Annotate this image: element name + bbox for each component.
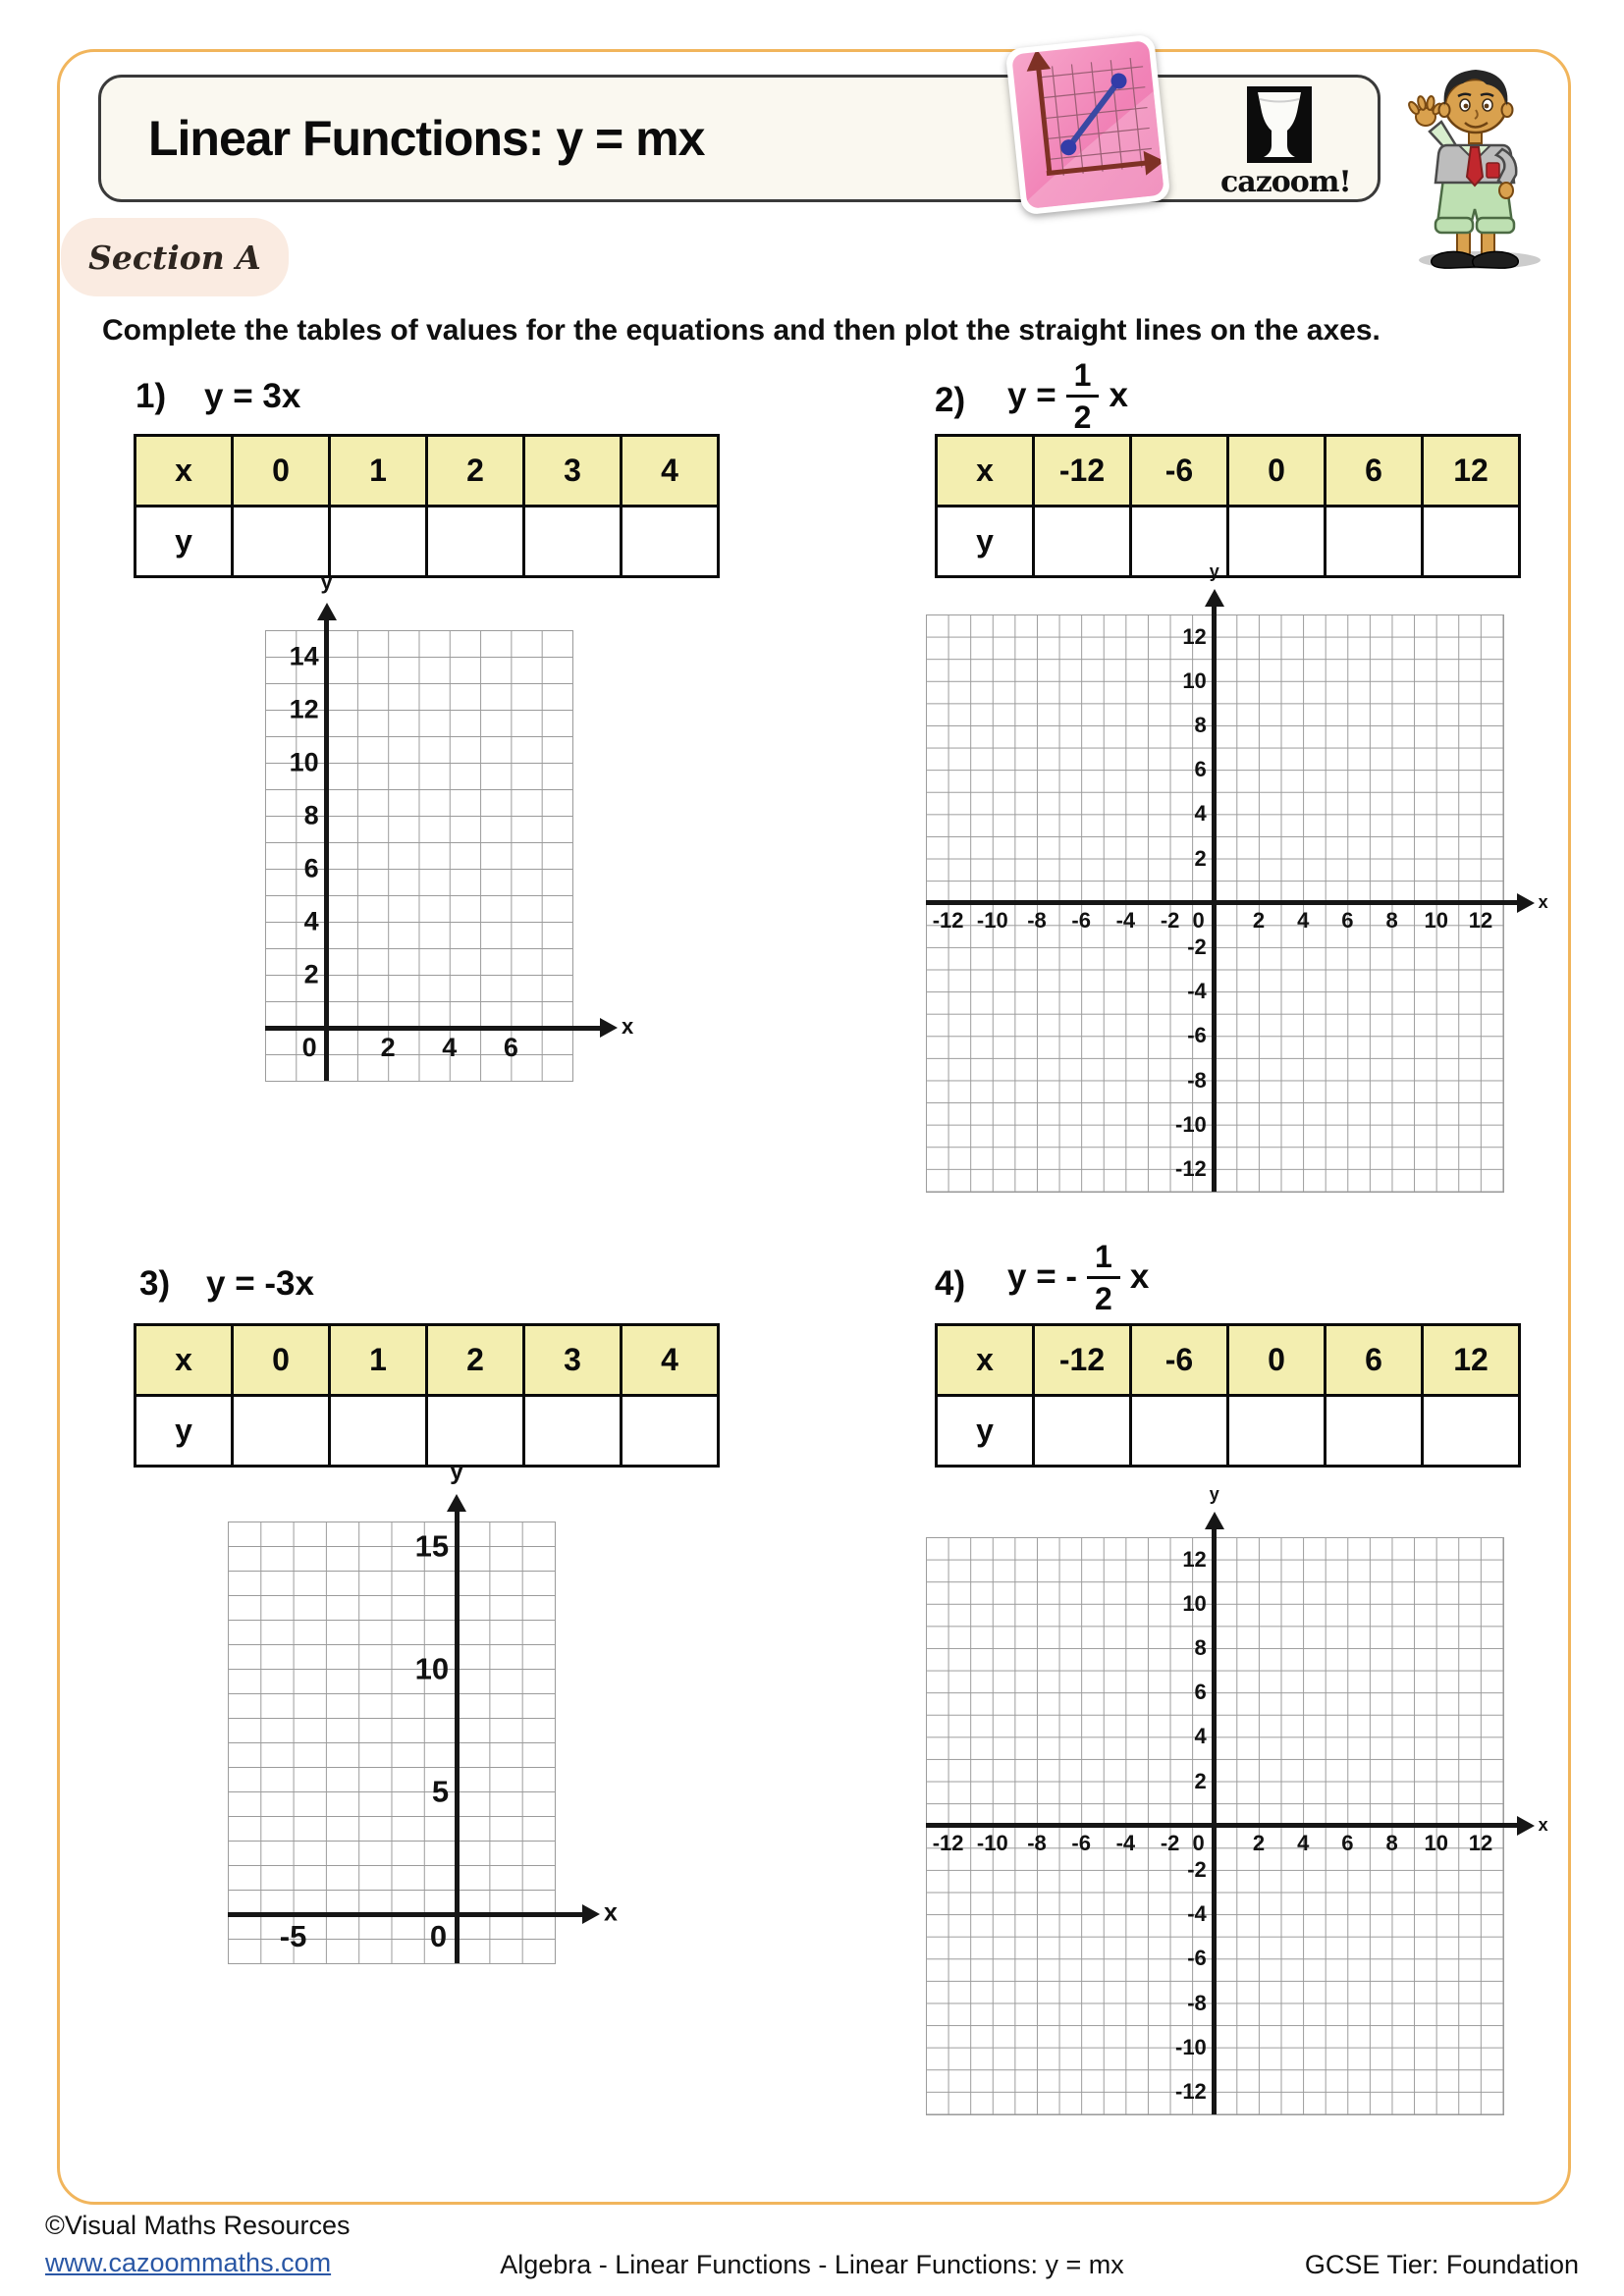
y-tick-label: -12 xyxy=(1175,2079,1207,2104)
title-box xyxy=(98,75,1380,202)
x-tick-label: 6 xyxy=(1341,1830,1354,1855)
table-header-cell: 6 xyxy=(1326,436,1423,507)
x-tick-label: 2 xyxy=(380,1033,396,1062)
breadcrumb: Algebra - Linear Functions - Linear Functions: y = mx xyxy=(500,2250,1124,2279)
problem-1-equation: y = 3x xyxy=(204,377,301,415)
x-tick-label: 6 xyxy=(1341,907,1354,933)
answer-cell xyxy=(1423,1396,1520,1467)
y-tick-label: 10 xyxy=(414,1651,450,1686)
x-axis-arrow xyxy=(582,1904,600,1924)
x-tick-label: -2 xyxy=(1160,907,1180,933)
drum-icon xyxy=(1247,86,1312,163)
mascot-boy xyxy=(1386,61,1559,272)
equation-pre: y = - xyxy=(1007,1257,1078,1296)
equation-post: x xyxy=(1109,376,1128,414)
y-axis-name: y xyxy=(450,1458,464,1485)
y-tick-label: -4 xyxy=(1187,1901,1207,1927)
fraction-denominator: 2 xyxy=(1095,1280,1112,1316)
x-axis-arrow xyxy=(600,1018,618,1038)
table-header-cell: x xyxy=(135,1325,233,1396)
table-header-cell: 0 xyxy=(1228,436,1326,507)
x-axis-name: x xyxy=(1538,1814,1548,1835)
y-tick-label: 6 xyxy=(1194,757,1207,782)
x-tick-label: 4 xyxy=(1297,1830,1310,1855)
y-tick-label: -12 xyxy=(1175,1156,1207,1181)
y-tick-label: 10 xyxy=(1182,1590,1207,1616)
fraction xyxy=(1087,1238,1120,1316)
x-tick-label: 4 xyxy=(442,1033,458,1062)
x-tick-label: -2 xyxy=(1160,1830,1180,1855)
fraction-numerator: 1 xyxy=(1066,359,1100,398)
y-tick-label: -6 xyxy=(1187,1023,1207,1048)
x-axis xyxy=(228,1912,584,1917)
instruction-text: Complete the tables of values for the equations and then plot the straight lines on the axes. xyxy=(102,314,1380,347)
table-header-cell: 2 xyxy=(427,436,524,507)
x-tick-label: -10 xyxy=(976,907,1008,933)
answer-cell xyxy=(622,507,719,577)
problem-3-table xyxy=(134,1323,720,1468)
graph-card-icon xyxy=(1005,34,1171,216)
answer-cell xyxy=(1034,507,1131,577)
y-tick-label: 10 xyxy=(289,747,319,777)
table-header-cell: -6 xyxy=(1131,1325,1228,1396)
fraction xyxy=(1066,356,1100,435)
y-tick-label: 4 xyxy=(1194,1724,1207,1749)
problem-4-number: 4) xyxy=(935,1264,966,1303)
table-header-cell: 1 xyxy=(330,1325,427,1396)
y-tick-label: 6 xyxy=(1194,1680,1207,1705)
y-axis xyxy=(455,1510,460,1963)
answer-cell xyxy=(524,507,622,577)
y-axis-name: y xyxy=(1209,1484,1219,1504)
table-header-cell: 6 xyxy=(1326,1325,1423,1396)
table-row-label: y xyxy=(135,507,233,577)
copyright-text: ©Visual Maths Resources xyxy=(45,2211,351,2240)
x-tick-label: -6 xyxy=(1071,1830,1091,1855)
x-tick-label: 6 xyxy=(503,1033,518,1062)
table-header-cell: 2 xyxy=(427,1325,524,1396)
page-title: Linear Functions: y = mx xyxy=(148,111,705,166)
problem-2-equation xyxy=(1007,353,1128,438)
origin-label: 0 xyxy=(1192,907,1205,933)
y-axis xyxy=(1212,1527,1217,2114)
y-axis-arrow xyxy=(447,1494,466,1512)
answer-cell xyxy=(427,1396,524,1467)
problem-1-table xyxy=(134,434,720,578)
x-tick-label: -8 xyxy=(1027,907,1047,933)
table-header-cell: x xyxy=(135,436,233,507)
x-axis-arrow xyxy=(1517,1816,1535,1836)
answer-cell xyxy=(330,1396,427,1467)
x-tick-label: 10 xyxy=(1424,907,1449,933)
y-tick-label: 2 xyxy=(1194,845,1207,871)
x-axis-name: x xyxy=(1538,891,1548,912)
x-tick-label: 12 xyxy=(1468,1830,1493,1855)
x-tick-label: -10 xyxy=(976,1830,1008,1855)
table-header-cell: -6 xyxy=(1131,436,1228,507)
x-tick-label: -4 xyxy=(1115,907,1136,933)
y-tick-label: 2 xyxy=(1194,1768,1207,1793)
table-header-cell: 3 xyxy=(524,436,622,507)
table-header-cell: -12 xyxy=(1034,1325,1131,1396)
y-tick-label: -2 xyxy=(1187,1857,1207,1882)
problem-2-number: 2) xyxy=(935,381,966,419)
answer-cell xyxy=(1326,1396,1423,1467)
equation-post: x xyxy=(1129,1257,1150,1296)
table-header-cell: -12 xyxy=(1034,436,1131,507)
table-header-cell: 3 xyxy=(524,1325,622,1396)
x-tick-label: -12 xyxy=(932,907,964,933)
table-header-cell: 4 xyxy=(622,1325,719,1396)
y-axis xyxy=(1212,605,1217,1192)
answer-cell xyxy=(524,1396,622,1467)
x-tick-label: 10 xyxy=(1424,1830,1449,1855)
y-axis-arrow xyxy=(1205,589,1224,607)
x-axis-arrow xyxy=(1517,893,1535,913)
problem-3-equation: y = -3x xyxy=(206,1264,314,1303)
y-tick-label: 12 xyxy=(1182,623,1207,649)
problem-4-table xyxy=(935,1323,1521,1468)
x-tick-label: 4 xyxy=(1297,907,1310,933)
logo-text: cazoom! xyxy=(1220,165,1351,199)
x-tick-label: -4 xyxy=(1115,1830,1136,1855)
problem-3-number: 3) xyxy=(139,1264,171,1303)
y-tick-label: 8 xyxy=(1194,713,1207,737)
answer-cell xyxy=(233,507,330,577)
cazoom-logo xyxy=(1220,86,1351,199)
x-tick-label: 12 xyxy=(1468,907,1493,933)
table-row-label: y xyxy=(135,1396,233,1467)
y-tick-label: -2 xyxy=(1187,934,1207,959)
y-tick-label: 10 xyxy=(1182,667,1207,693)
x-tick-label: 2 xyxy=(1252,1830,1266,1855)
answer-cell xyxy=(1228,507,1326,577)
y-axis-name: y xyxy=(1209,561,1219,581)
y-tick-label: 6 xyxy=(303,853,319,883)
problem-4-equation xyxy=(1007,1235,1149,1319)
table-header-cell: 4 xyxy=(622,436,719,507)
answer-cell xyxy=(330,507,427,577)
problem-4-grid xyxy=(926,1484,1548,2115)
y-tick-label: -8 xyxy=(1187,1990,1207,2015)
y-tick-label: 5 xyxy=(431,1774,450,1809)
y-axis-arrow xyxy=(317,603,337,620)
x-tick-label: -5 xyxy=(279,1919,307,1953)
problem-3-grid xyxy=(228,1458,618,1964)
table-header-cell: x xyxy=(937,1325,1034,1396)
y-tick-label: -10 xyxy=(1175,2034,1207,2059)
answer-cell xyxy=(233,1396,330,1467)
x-axis xyxy=(265,1026,602,1031)
x-tick-label: -8 xyxy=(1027,1830,1047,1855)
y-axis xyxy=(324,618,329,1081)
section-badge xyxy=(61,218,289,296)
answer-cell xyxy=(427,507,524,577)
y-tick-label: -6 xyxy=(1187,1946,1207,1971)
answer-cell xyxy=(1326,507,1423,577)
y-tick-label: 12 xyxy=(1182,1546,1207,1572)
website-link[interactable]: www.cazoommaths.com xyxy=(45,2248,332,2277)
y-tick-label: 2 xyxy=(303,959,319,989)
y-tick-label: 8 xyxy=(303,800,319,830)
x-tick-label: -12 xyxy=(932,1830,964,1855)
problem-1-number: 1) xyxy=(135,377,167,415)
table-header-cell: 12 xyxy=(1423,1325,1520,1396)
table-row-label: y xyxy=(937,507,1034,577)
answer-cell xyxy=(1131,1396,1228,1467)
y-tick-label: -8 xyxy=(1187,1067,1207,1093)
y-tick-label: 15 xyxy=(414,1528,450,1564)
table-header-cell: 0 xyxy=(1228,1325,1326,1396)
section-label: Section A xyxy=(88,238,261,277)
equation-pre: y = xyxy=(1007,376,1056,414)
fraction-numerator: 1 xyxy=(1087,1241,1120,1279)
tier-label: GCSE Tier: Foundation xyxy=(1304,2250,1579,2279)
table-header-cell: 1 xyxy=(330,436,427,507)
x-tick-label: 8 xyxy=(1385,1830,1398,1855)
problem-1-grid xyxy=(265,569,634,1082)
x-axis xyxy=(926,1823,1519,1828)
mini-chart-icon xyxy=(1011,40,1164,209)
x-axis xyxy=(926,900,1519,905)
answer-cell xyxy=(1034,1396,1131,1467)
x-axis-name: x xyxy=(604,1898,618,1927)
x-tick-label: 8 xyxy=(1385,907,1398,933)
answer-cell xyxy=(622,1396,719,1467)
table-row-label: y xyxy=(937,1396,1034,1467)
y-tick-label: -4 xyxy=(1187,979,1207,1004)
problem-2-grid xyxy=(926,561,1548,1193)
y-axis-arrow xyxy=(1205,1512,1224,1529)
problem-2-table xyxy=(935,434,1521,581)
answer-cell xyxy=(1228,1396,1326,1467)
y-tick-label: 4 xyxy=(303,906,319,936)
origin-label: 0 xyxy=(1192,1830,1205,1855)
origin-label: 0 xyxy=(429,1919,448,1953)
table-header-cell: x xyxy=(937,436,1034,507)
x-tick-label: 2 xyxy=(1252,907,1266,933)
origin-label: 0 xyxy=(301,1033,317,1062)
table-header-cell: 0 xyxy=(233,436,330,507)
y-tick-label: -10 xyxy=(1175,1111,1207,1137)
y-tick-label: 8 xyxy=(1194,1635,1207,1660)
x-axis-name: x xyxy=(622,1013,634,1039)
table-header-cell: 0 xyxy=(233,1325,330,1396)
y-axis-name: y xyxy=(320,569,333,594)
x-tick-label: -6 xyxy=(1071,907,1091,933)
y-tick-label: 14 xyxy=(289,641,319,671)
fraction-denominator: 2 xyxy=(1073,399,1092,435)
y-tick-label: 12 xyxy=(289,694,319,724)
y-tick-label: 4 xyxy=(1194,801,1207,827)
answer-cell xyxy=(1423,507,1520,577)
table-header-cell: 12 xyxy=(1423,436,1520,507)
